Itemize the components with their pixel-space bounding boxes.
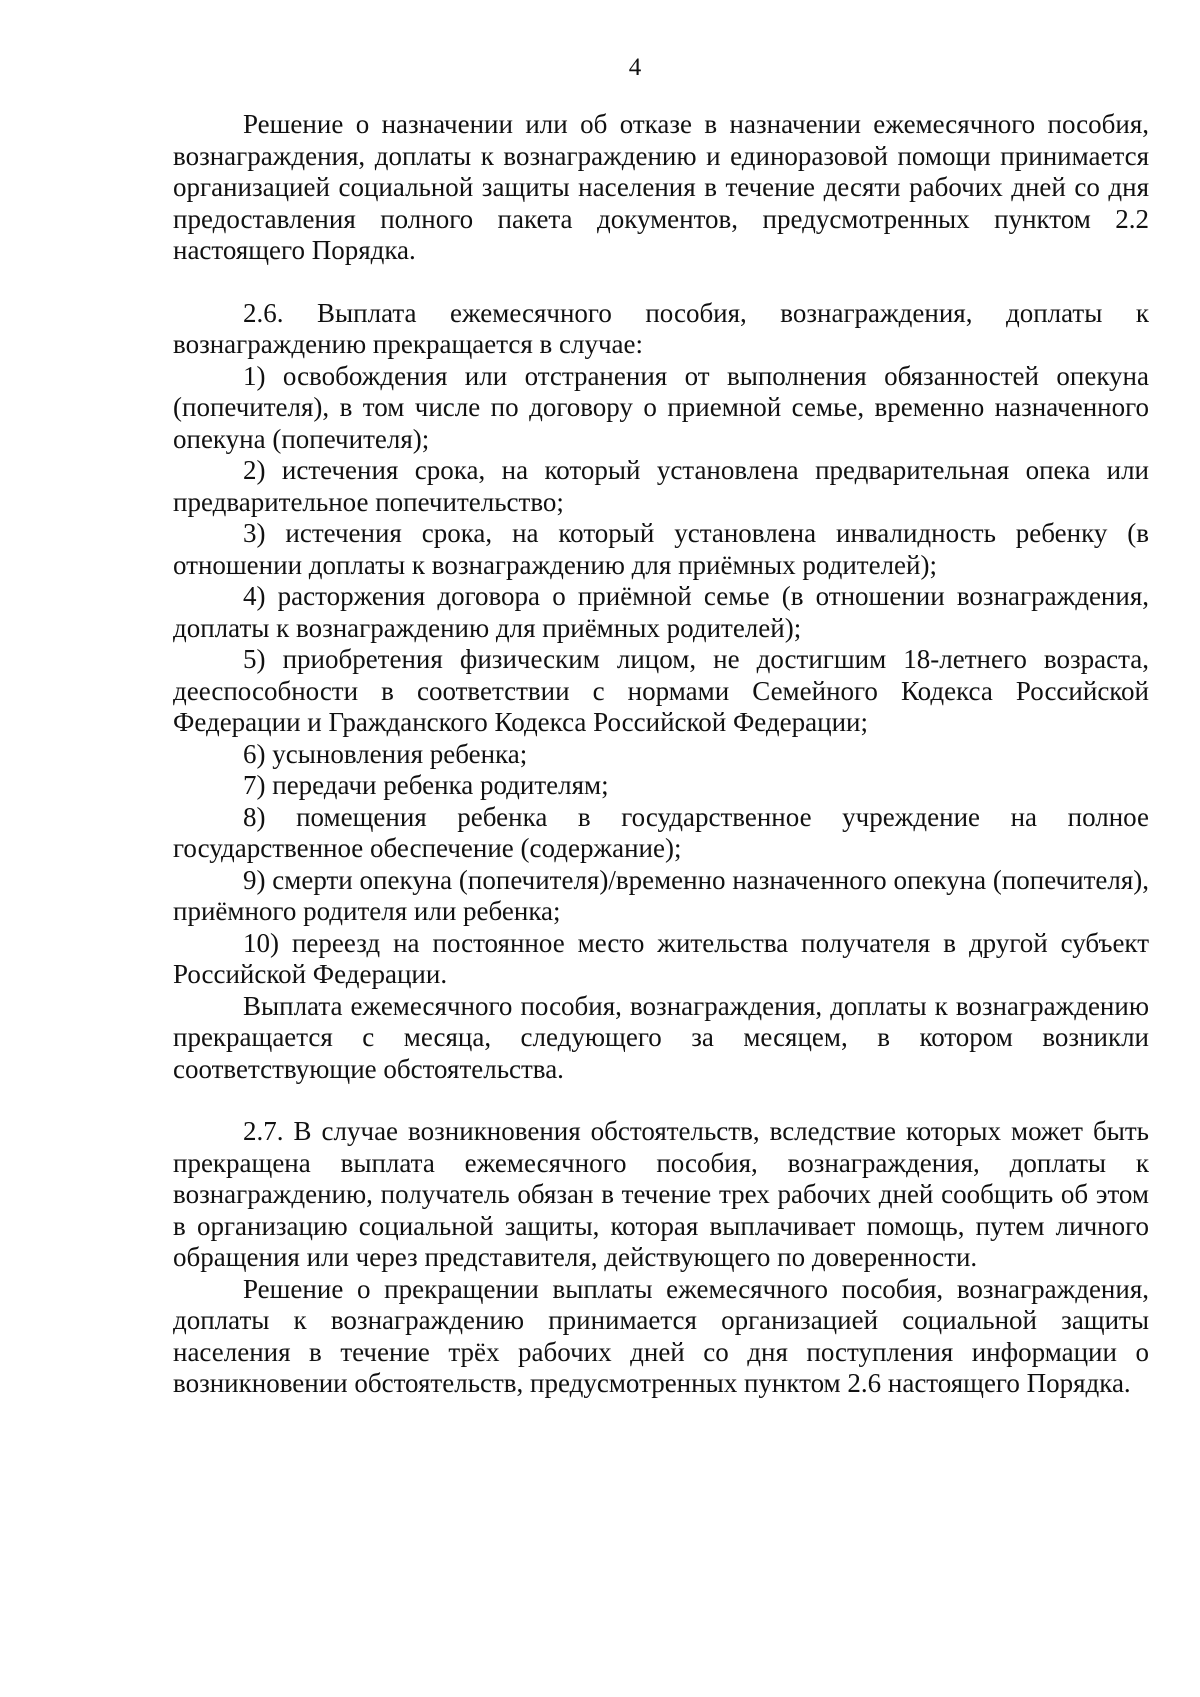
list-item-1: 1) освобождения или отстранения от выполнения обязанностей опекуна (попечителя), в том числе по договору о приемной семье, временно назначенного опекуна (попечителя); [173, 360, 1149, 454]
list-item-7: 7) передачи ребенка родителям; [243, 770, 609, 800]
paragraph-spacer [173, 267, 1149, 298]
list-item-8: 8) помещения ребенка в государственное учреждение на полное государственное обеспечение (содержание); [173, 801, 1149, 863]
document-body [173, 109, 1149, 1400]
list-item-5: 5) приобретения физическим лицом, не достигшим 18-летнего возраста, дееспособности в соответствии с нормами Семейного Кодекса Российской Федерации и Гражданского Кодекса Российской Федерации; [173, 644, 1149, 737]
paragraph-spacer [173, 1085, 1149, 1116]
list-item-2: 2) истечения срока, на который установлена предварительная опека или предварительное попечительство; [173, 455, 1149, 517]
paragraph-decision-termination: Решение о прекращении выплаты ежемесячного пособия, вознаграждения, доплаты к вознаграждению принимается организацией социальной защиты населения в течение трёх рабочих дней со дня поступления информации о возникновении обстоятельств, предусмотренных пунктом 2.6 настоящего Порядка. [173, 1273, 1149, 1398]
paragraph-2-7: 2.7. В случае возникновения обстоятельств, вследствие которых может быть прекращена выплата ежемесячного пособия, вознаграждения, доплаты к вознаграждению, получатель обязан в течение трех рабочих дней сообщить об этом в организацию социальной защиты, которая выплачивает помощь, путем личного обращения или через представителя, действующего по доверенности. [173, 1116, 1149, 1272]
list-item-3: 3) истечения срока, на который установлена инвалидность ребенку (в отношении доплаты к вознаграждению для приёмных родителей); [173, 518, 1149, 580]
list-item-10: 10) переезд на постоянное место жительства получателя в другой субъект Российской Федерации. [173, 927, 1149, 989]
page-number: 4 [628, 54, 642, 81]
paragraph-decision-assignment: Решение о назначении или об отказе в назначении ежемесячного пособия, вознаграждения, доплаты к вознаграждению и единоразовой помощи принимается организацией социальной защиты населения в течение десяти рабочих дней со дня предоставления полного пакета документов, предусмотренных пунктом 2.2 настоящего Порядка. [173, 109, 1149, 265]
list-item-6: 6) усыновления ребенка; [243, 738, 528, 769]
list-item-4: 4) расторжения договора о приёмной семье (в отношении вознаграждения, доплаты к вознаграждению для приёмных родителей); [173, 581, 1149, 643]
paragraph-2-6-heading: 2.6. Выплата ежемесячного пособия, вознаграждения, доплаты к вознаграждению прекращается в случае: [173, 297, 1149, 359]
list-item-9: 9) смерти опекуна (попечителя)/временно назначенного опекуна (попечителя), приёмного родителя или ребенка; [173, 864, 1149, 926]
paragraph-payment-termination: Выплата ежемесячного пособия, вознаграждения, доплаты к вознаграждению прекращается с месяца, следующего за месяцем, в котором возникли соответствующие обстоятельства. [173, 990, 1149, 1084]
